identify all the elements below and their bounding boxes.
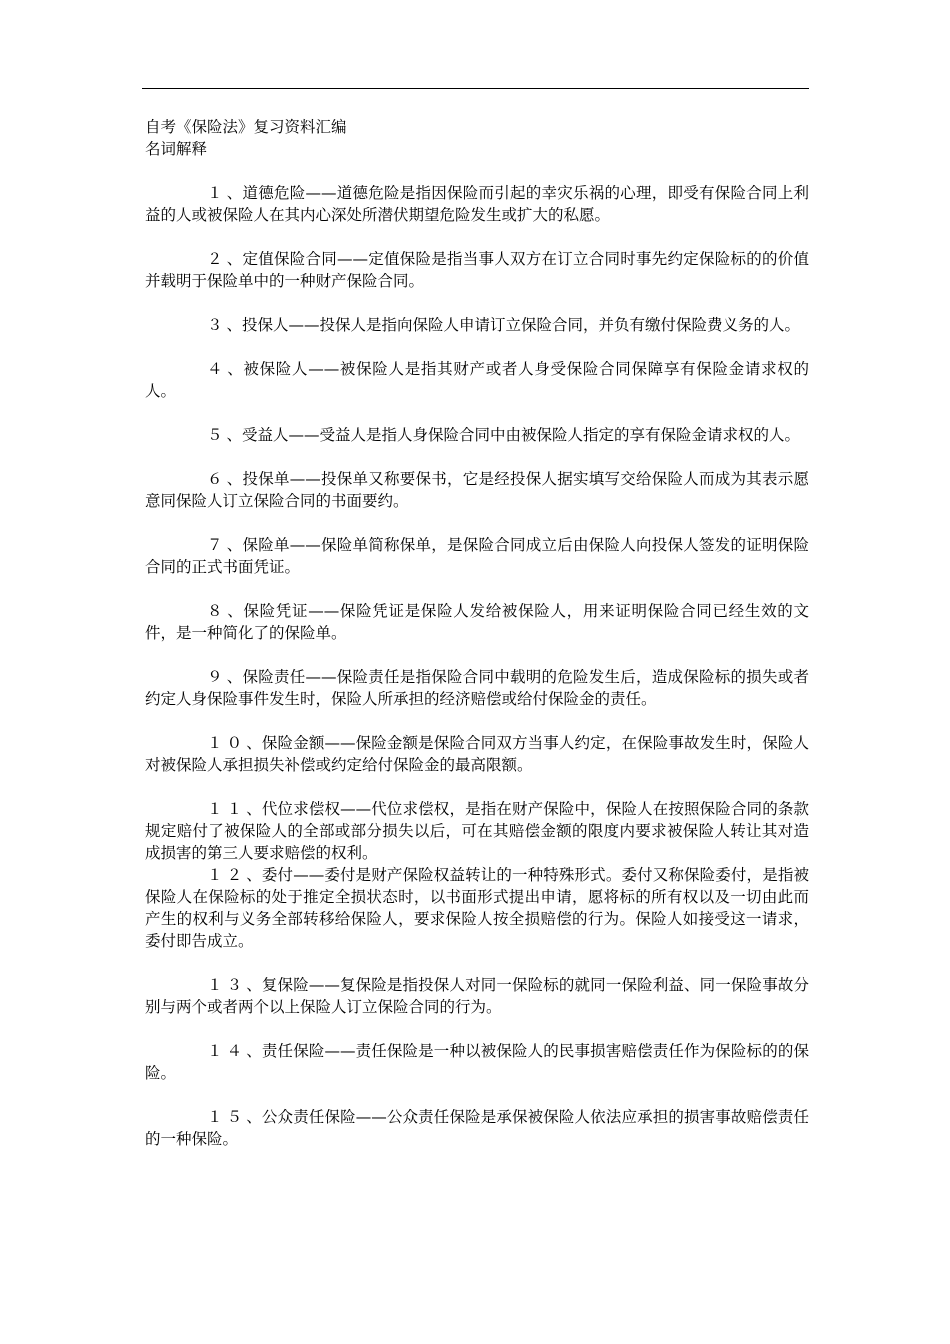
term-definition: 、公众责任保险——公众责任保险是承保被保险人依法应承担的损害事故赔偿责任的一种保险。 <box>145 1108 809 1148</box>
term-definition: 、委付——委付是财产保险权益转让的一种特殊形式。委付又称保险委付，是指被保险人在保险标的处于推定全损状态时，以书面形式提出申请，愿将标的所有权以及一切由此而产生的权利与义务全部转移给保险人，要求保险人按全损赔偿的行为。保险人如接受这一请求，委付即告成立。 <box>145 866 809 950</box>
term-list <box>145 182 809 1150</box>
term-definition: 、保险金额——保险金额是保险合同双方当事人约定，在保险事故发生时，保险人对被保险人承担损失补偿或约定给付保险金的最高限额。 <box>145 734 809 774</box>
term-definition: 、保险单——保险单简称保单，是保险合同成立后由保险人向投保人签发的证明保险合同的正式书面凭证。 <box>145 536 809 576</box>
term-number: ８ <box>207 602 228 620</box>
header-rule <box>142 88 809 89</box>
term-definition: 、代位求偿权——代位求偿权，是指在财产保险中，保险人在按照保险合同的条款规定赔付了被保险人的全部或部分损失以后，可在其赔偿金额的限度内要求被保险人转让其对造成损害的第三人要求赔偿的权利。 <box>145 800 809 862</box>
term-entry <box>145 666 809 710</box>
document-title: 自考《保险法》复习资料汇编 <box>145 118 347 136</box>
term-number: ７ <box>207 536 227 554</box>
term-entry <box>145 864 809 952</box>
term-entry <box>145 182 809 226</box>
term-definition: 、受益人——受益人是指人身保险合同中由被保险人指定的享有保险金请求权的人。 <box>226 426 801 444</box>
term-entry <box>145 534 809 578</box>
term-number: １１ <box>207 800 247 818</box>
term-number: １２ <box>207 866 247 884</box>
term-definition: 、保险凭证——保险凭证是保险人发给被保险人，用来证明保险合同已经生效的文件，是一种简化了的保险单。 <box>145 602 809 642</box>
term-definition: 、被保险人——被保险人是指其财产或者人身受保险合同保障享有保险金请求权的人。 <box>145 360 809 400</box>
term-number: ６ <box>207 470 227 488</box>
term-number: １４ <box>207 1042 247 1060</box>
term-entry <box>145 314 809 336</box>
term-definition: 、投保人——投保人是指向保险人申请订立保险合同，并负有缴付保险费义务的人。 <box>226 316 801 334</box>
term-number: １ <box>207 184 227 202</box>
term-number: ４ <box>207 360 228 378</box>
term-entry <box>145 798 809 864</box>
term-entry <box>145 974 809 1018</box>
term-number: ３ <box>207 316 227 334</box>
term-number: １３ <box>207 976 247 994</box>
term-entry <box>145 358 809 402</box>
term-definition: 、保险责任——保险责任是指保险合同中载明的危险发生后，造成保险标的损失或者约定人身保险事件发生时，保险人所承担的经济赔偿或给付保险金的责任。 <box>145 668 809 708</box>
term-number: １５ <box>207 1108 247 1126</box>
term-number: ９ <box>207 668 227 686</box>
term-definition: 、定值保险合同——定值保险是指当事人双方在订立合同时事先约定保险标的的价值并载明于保险单中的一种财产保险合同。 <box>145 250 809 290</box>
document-body <box>145 116 809 1172</box>
term-entry <box>145 1040 809 1084</box>
term-entry <box>145 248 809 292</box>
term-definition: 、复保险——复保险是指投保人对同一保险标的就同一保险利益、同一保险事故分别与两个或者两个以上保险人订立保险合同的行为。 <box>145 976 809 1016</box>
term-number: １０ <box>207 734 247 752</box>
term-definition: 、责任保险——责任保险是一种以被保险人的民事损害赔偿责任作为保险标的的保险。 <box>145 1042 809 1082</box>
term-entry <box>145 600 809 644</box>
section-title: 名词解释 <box>145 140 208 158</box>
term-entry <box>145 424 809 446</box>
term-definition: 、道德危险——道德危险是指因保险而引起的幸灾乐祸的心理，即受有保险合同上利益的人或被保险人在其内心深处所潜伏期望危险发生或扩大的私愿。 <box>145 184 809 224</box>
term-entry <box>145 468 809 512</box>
term-number: ２ <box>207 250 227 268</box>
term-number: ５ <box>207 426 227 444</box>
term-entry <box>145 1106 809 1150</box>
term-definition: 、投保单——投保单又称要保书，它是经投保人据实填写交给保险人而成为其表示愿意同保险人订立保险合同的书面要约。 <box>145 470 809 510</box>
term-entry <box>145 732 809 776</box>
